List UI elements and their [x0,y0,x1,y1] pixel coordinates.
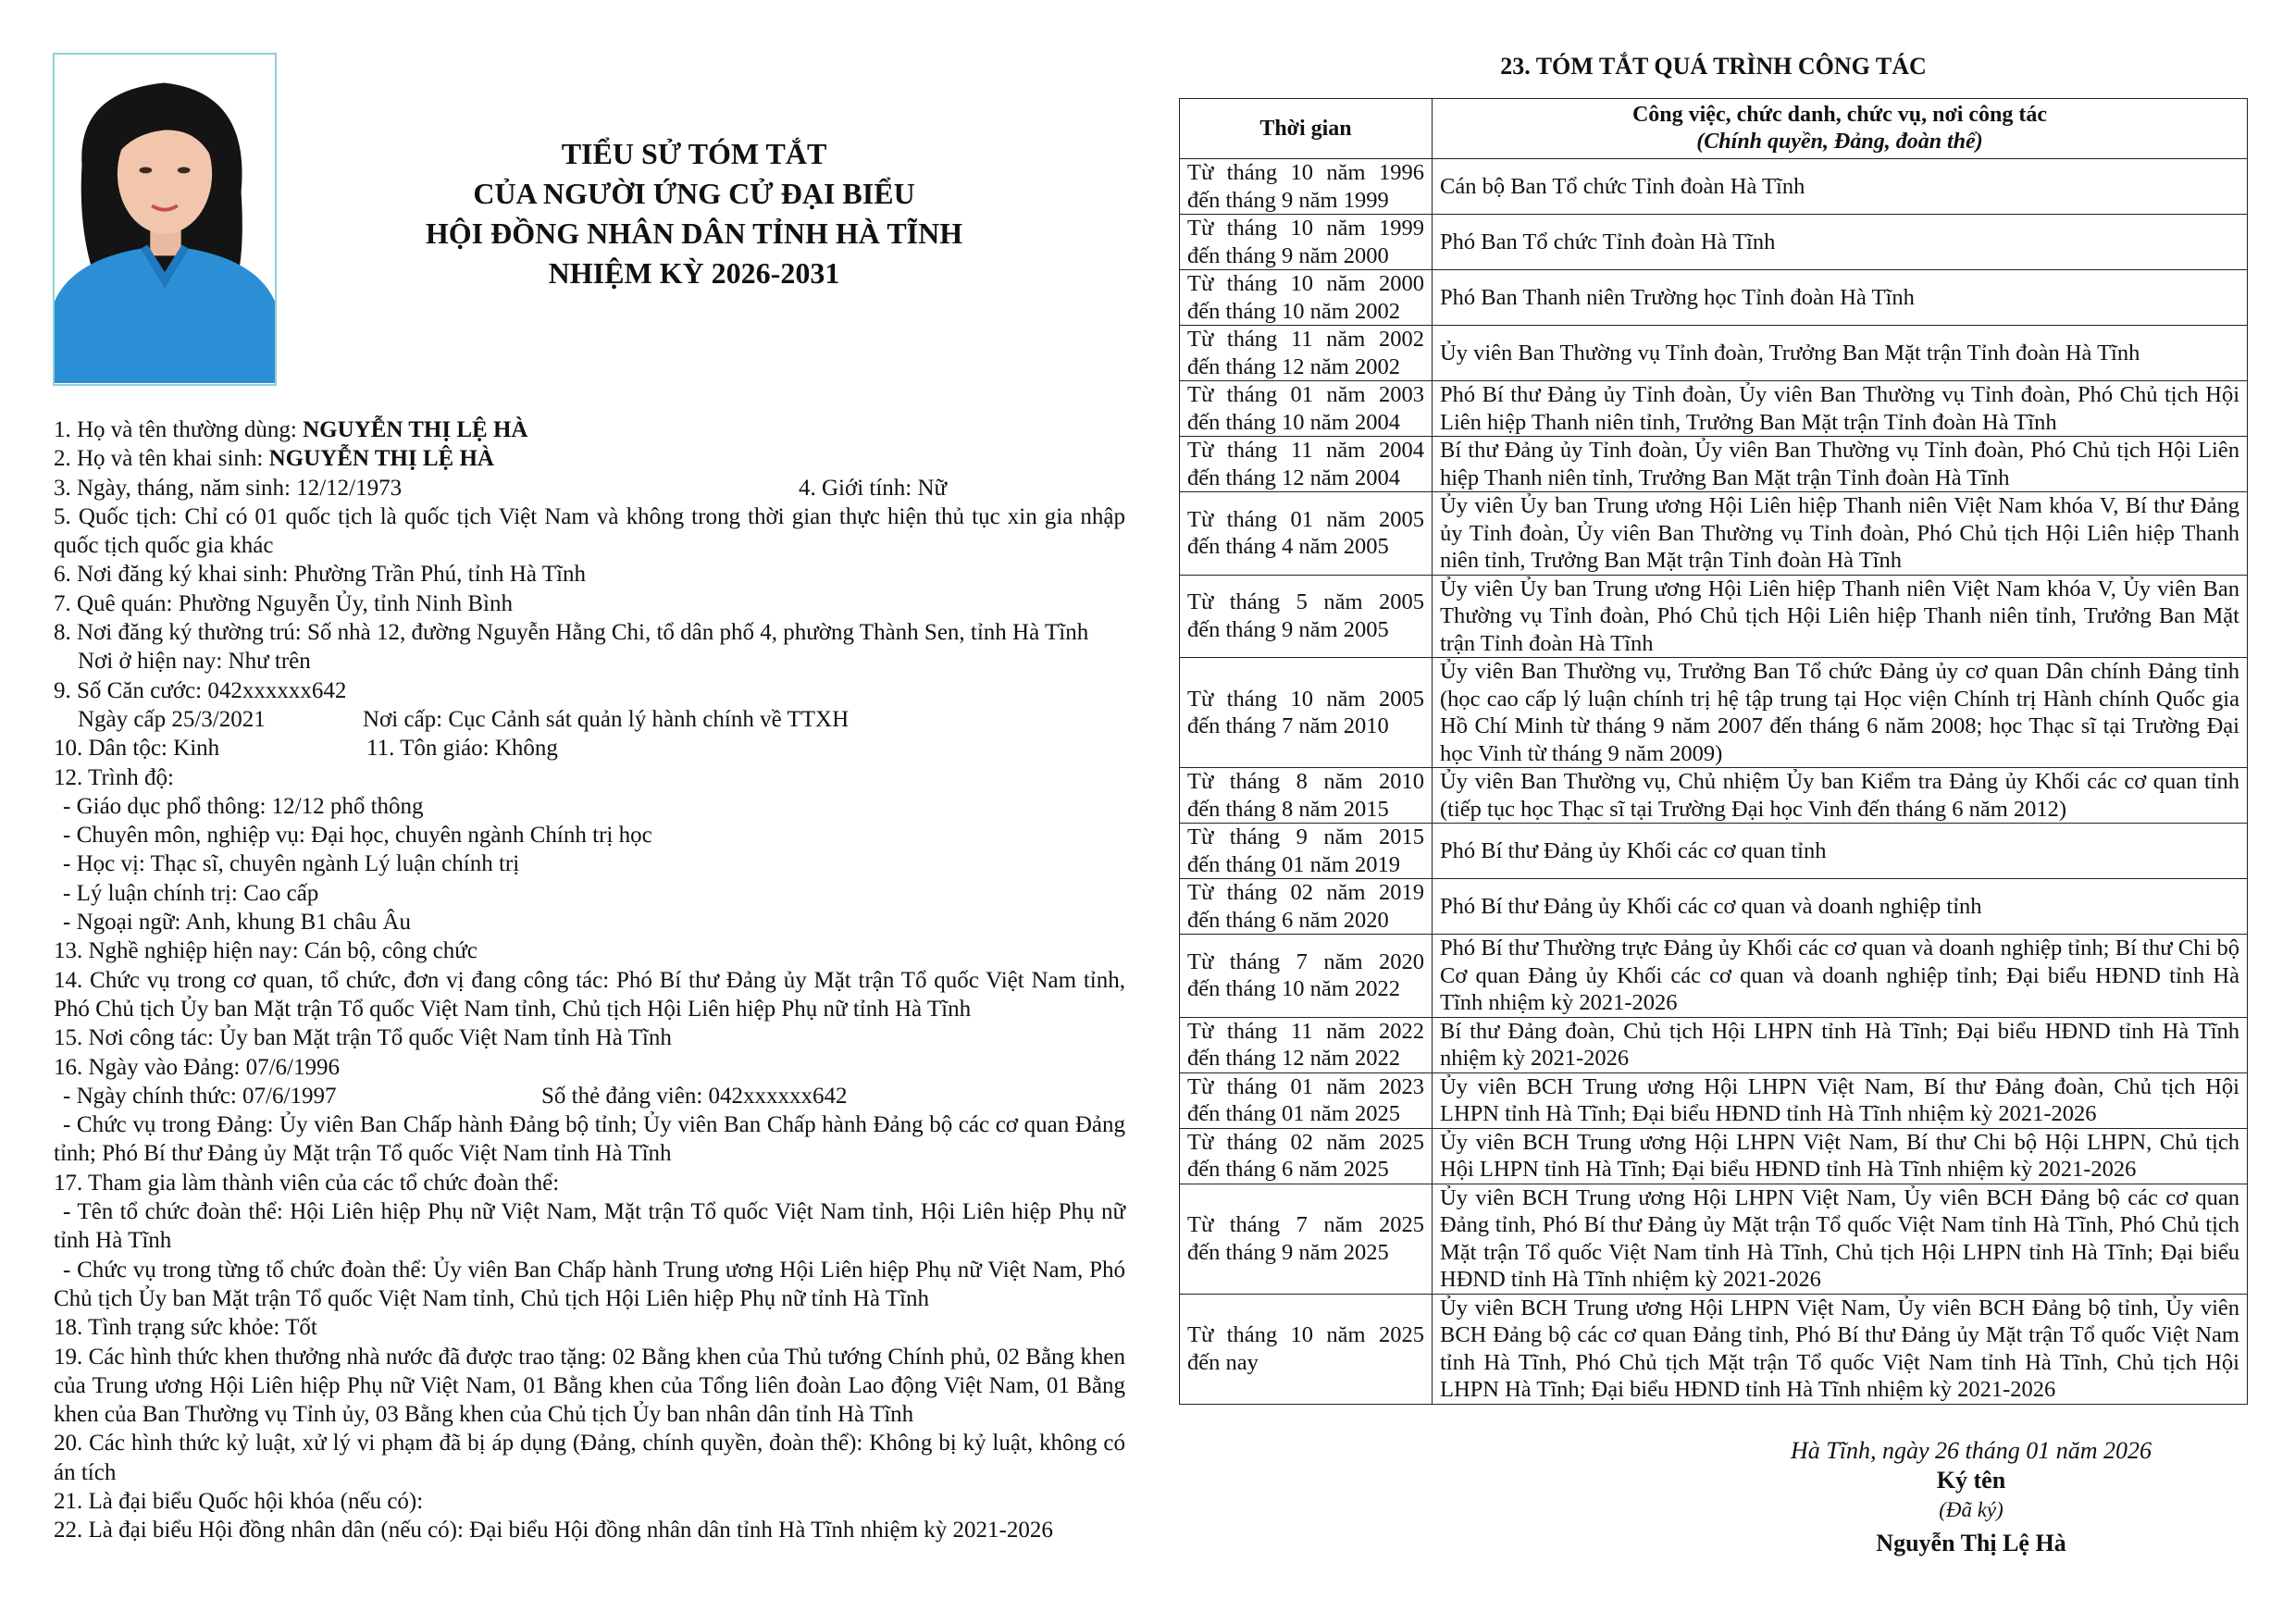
period-from: Từ tháng 02 năm 2025 [1187,1129,1424,1155]
career-section-title: 23. TÓM TẮT QUÁ TRÌNH CÔNG TÁC [1500,53,1927,80]
period-to: đến tháng 10 năm 2022 [1187,976,1400,1002]
period-from: Từ tháng 02 năm 2019 [1187,880,1424,905]
bio-item-20: 20. Các hình thức kỷ luật, xử lý vi phạm đã bị áp dụng (Đảng, chính quyền, đoàn thể): Không bị kỷ luật, không có án tích [54,1431,1125,1485]
period-from: Từ tháng 10 năm 2005 [1187,686,1424,712]
table-row [1180,1072,2248,1128]
job-cell: Ủy viên BCH Trung ương Hội LHPN Việt Nam, Bí thư Đảng đoàn, Chủ tịch Hội LHPN tỉnh Hà Tĩnh; Đại biểu HĐND tỉnh Hà Tĩnh nhiệm kỳ 2021-2026 [1433,1072,2248,1128]
time-cell [1180,159,1433,215]
period-from: Từ tháng 7 năm 2025 [1187,1212,1424,1237]
period-to: đến tháng 6 năm 2020 [1187,907,1389,933]
time-cell [1180,1017,1433,1072]
period-to: đến nay [1187,1349,1259,1375]
table-row [1180,437,2248,492]
table-row [1180,879,2248,935]
bio-item-17-a: - Tên tổ chức đoàn thể: Hội Liên hiệp Phụ nữ Việt Nam, Mặt trận Tổ quốc Việt Nam tỉnh, Hội Liên hiệp Phụ nữ tỉnh Hà Tĩnh [54,1199,1125,1254]
time-cell [1180,1128,1433,1184]
bio-item-3-4: 3. Ngày, tháng, năm sinh: 12/12/1973 4. Giới tính: Nữ [54,474,1125,502]
period-to: đến tháng 10 năm 2002 [1187,298,1400,324]
bio-item-7: 7. Quê quán: Phường Nguyễn Ủy, tỉnh Ninh Bình [54,590,513,616]
period-from: Từ tháng 10 năm 2025 [1187,1322,1424,1347]
job-cell: Phó Ban Tổ chức Tỉnh đoàn Hà Tĩnh [1433,215,2248,270]
job-cell: Phó Bí thư Đảng ủy Tỉnh đoàn, Ủy viên Ban Thường vụ Tỉnh đoàn, Phó Chủ tịch Hội Liên hiệp Thanh niên tỉnh, Trưởng Ban Mặt trận Tỉnh đoàn Hà Tĩnh [1433,381,2248,437]
table-row [1180,824,2248,879]
signed-note: (Đã ký) [1939,1498,2003,1521]
period-to: đến tháng 10 năm 2004 [1187,409,1400,435]
period-from: Từ tháng 01 năm 2003 [1187,382,1424,407]
place-date: Hà Tĩnh, ngày 26 tháng 01 năm 2026 [1791,1437,2152,1464]
job-cell: Ủy viên BCH Trung ương Hội LHPN Việt Nam, Bí thư Chi bộ Hội LHPN, Chủ tịch Hội LHPN tỉnh Hà Tĩnh; Đại biểu HĐND tỉnh Hà Tĩnh nhiệm kỳ 2021-2026 [1433,1128,2248,1184]
period-to: đến tháng 4 năm 2005 [1187,534,1389,560]
period-from: Từ tháng 10 năm 1996 [1187,160,1424,185]
table-row [1180,658,2248,768]
heading-line-3: HỘI ĐỒNG NHÂN DÂN TỈNH HÀ TĨNH [425,217,963,250]
bio-item-16: 16. Ngày vào Đảng: 07/6/1996 [54,1054,340,1080]
time-cell [1180,437,1433,492]
table-row [1180,1128,2248,1184]
document-heading [342,134,1046,293]
time-cell [1180,935,1433,1018]
time-cell [1180,381,1433,437]
period-from: Từ tháng 5 năm 2005 [1187,589,1424,615]
time-cell [1180,270,1433,326]
job-cell: Phó Bí thư Đảng ủy Khối các cơ quan và doanh nghiệp tỉnh [1433,879,2248,935]
time-cell [1180,326,1433,381]
period-to: đến tháng 12 năm 2002 [1187,353,1400,379]
period-to: đến tháng 12 năm 2022 [1187,1046,1400,1071]
job-cell: Ủy viên Ban Thường vụ Tỉnh đoàn, Trưởng Ban Mặt trận Tỉnh đoàn Hà Tĩnh [1433,326,2248,381]
bio-item-8-current: Nơi ở hiện nay: Như trên [78,649,311,675]
bio-item-8: 8. Nơi đăng ký thường trú: Số nhà 12, đường Nguyễn Hằng Chi, tổ dân phố 4, phường Thành Sen, tỉnh Hà Tĩnh [54,620,1089,646]
time-cell [1180,215,1433,270]
period-to: đến tháng 8 năm 2015 [1187,796,1389,822]
career-table [1179,98,2248,1405]
period-from: Từ tháng 10 năm 2000 [1187,271,1424,296]
job-cell: Phó Ban Thanh niên Trường học Tỉnh đoàn Hà Tĩnh [1433,270,2248,326]
bio-item-2: 2. Họ và tên khai sinh: NGUYỄN THỊ LỆ HÀ [54,446,494,472]
period-to: đến tháng 9 năm 2005 [1187,616,1389,642]
birth-name: NGUYỄN THỊ LỆ HÀ [268,446,494,472]
bio-item-22: 22. Là đại biểu Hội đồng nhân dân (nếu có): Đại biểu Hội đồng nhân dân tỉnh Hà Tĩnh nhiệm kỳ 2021-2026 [54,1518,1053,1543]
bio-item-16-role: - Chức vụ trong Đảng: Ủy viên Ban Chấp hành Đảng bộ tỉnh; Ủy viên Ban Chấp hành Đảng bộ các cơ quan Đảng tỉnh; Phó Bí thư Đảng ủy Mặt trận Tổ quốc Việt Nam tỉnh Hà Tĩnh [54,1112,1125,1167]
job-cell: Cán bộ Ban Tổ chức Tỉnh đoàn Hà Tĩnh [1433,159,2248,215]
table-row [1180,159,2248,215]
column-header-time: Thời gian [1180,99,1433,159]
table-row [1180,1184,2248,1294]
period-from: Từ tháng 8 năm 2010 [1187,769,1424,794]
time-cell [1180,1184,1433,1294]
period-to: đến tháng 9 năm 2025 [1187,1239,1389,1265]
time-cell [1180,658,1433,768]
job-cell: Ủy viên Ủy ban Trung ương Hội Liên hiệp Thanh niên Việt Nam khóa V, Ủy viên Ban Thường vụ Tỉnh đoàn, Phó Chủ tịch Hội Liên hiệp Thanh niên tỉnh, Trưởng Ban Mặt trận Tỉnh đoàn Hà Tĩnh [1433,575,2248,658]
career-table-body [1180,159,2248,1405]
heading-line-4: NHIỆM KỲ 2026-2031 [548,256,840,290]
table-row [1180,215,2248,270]
bio-item-14: 14. Chức vụ trong cơ quan, tổ chức, đơn vị đang công tác: Phó Bí thư Đảng ủy Mặt trận Tổ quốc Việt Nam tỉnh, Phó Chủ tịch Ủy ban Mặt trận Tổ quốc Việt Nam tỉnh, Chủ tịch Hội Liên hiệp Phụ nữ tỉnh Hà Tĩnh [54,967,1125,1022]
job-cell: Ủy viên BCH Trung ương Hội LHPN Việt Nam, Ủy viên BCH Đảng bộ các cơ quan Đảng tỉnh, Phó Bí thư Đảng ủy Mặt trận Tổ quốc Việt Nam tỉnh Hà Tĩnh, Phó Chủ tịch Mặt trận Tổ quốc Việt Nam tỉnh Hà Tĩnh, Chủ tịch Hội LHPN tỉnh Hà Tĩnh; Đại biểu HĐND tỉnh Hà Tĩnh nhiệm kỳ 2021-2026 [1433,1184,2248,1294]
common-name: NGUYỄN THỊ LỆ HÀ [303,417,528,442]
job-cell: Ủy viên BCH Trung ương Hội LHPN Việt Nam, Ủy viên BCH Đảng bộ tỉnh, Ủy viên BCH Đảng bộ các cơ quan Đảng tỉnh, Phó Bí thư Đảng ủy Mặt trận Tổ quốc Việt Nam tỉnh Hà Tĩnh, Phó Chủ tịch Mặt trận Tổ quốc Việt Nam tỉnh Hà Tĩnh, Chủ tịch Hội LHPN Hà Tĩnh; Đại biểu HĐND tỉnh Hà Tĩnh nhiệm kỳ 2021-2026 [1433,1294,2248,1404]
period-to: đến tháng 7 năm 2010 [1187,713,1389,738]
bio-item-1: 1. Họ và tên thường dùng: NGUYỄN THỊ LỆ HÀ [54,417,528,442]
time-cell [1180,575,1433,658]
job-cell: Ủy viên Ủy ban Trung ương Hội Liên hiệp Thanh niên Việt Nam khóa V, Bí thư Đảng ủy Tỉnh đoàn, Ủy viên Ban Thường vụ Tỉnh đoàn, Phó Chủ tịch Hội Liên hiệp Thanh niên tỉnh, Trưởng Ban Mặt trận Tỉnh đoàn Hà Tĩnh [1433,492,2248,576]
bio-item-9: 9. Số Căn cước: 042xxxxxx642 [54,677,347,703]
signer-name: Nguyễn Thị Lệ Hà [1876,1530,2066,1556]
period-from: Từ tháng 9 năm 2015 [1187,824,1424,849]
time-cell [1180,1072,1433,1128]
heading-line-2: CỦA NGƯỜI ỨNG CỬ ĐẠI BIỂU [473,177,915,210]
time-cell [1180,879,1433,935]
bio-item-12-e: - Ngoại ngữ: Anh, khung B1 châu Âu [63,910,412,936]
bio-item-15: 15. Nơi công tác: Ủy ban Mặt trận Tổ quốc Việt Nam tỉnh Hà Tĩnh [54,1025,672,1051]
table-row [1180,492,2248,576]
period-from: Từ tháng 7 năm 2020 [1187,948,1424,974]
biography-section [54,415,1125,1545]
bio-item-13: 13. Nghề nghiệp hiện nay: Cán bộ, công chức [54,938,478,964]
bio-item-12: 12. Trình độ: [54,764,174,790]
bio-item-12-b: - Chuyên môn, nghiệp vụ: Đại học, chuyên ngành Chính trị học [63,823,652,849]
bio-item-19: 19. Các hình thức khen thưởng nhà nước đã được trao tặng: 02 Bằng khen của Thủ tướng Chính phủ, 02 Bằng khen của Trung ương Hội Liên hiệp Phụ nữ Việt Nam, 01 Bằng khen của Tổng liên đoàn Lao động Việt Nam, 01 Bằng khen của Ban Thường vụ Tỉnh ủy, 03 Bằng khen của Chủ tịch Ủy ban nhân dân tỉnh Hà Tĩnh [54,1344,1125,1428]
table-row [1180,1294,2248,1404]
job-cell: Ủy viên Ban Thường vụ, Trưởng Ban Tổ chức Đảng ủy cơ quan Dân chính Đảng tỉnh (học cao cấp lý luận chính trị hệ tập trung tại Học viện Chính trị Hành chính Quốc gia Hồ Chí Minh từ tháng 9 năm 2007 đến tháng 6 năm 2008; học Thạc sĩ tại Trường Đại học Vinh từ tháng 9 năm 2009) [1433,658,2248,768]
bio-item-17: 17. Tham gia làm thành viên của các tổ chức đoàn thể: [54,1170,560,1196]
bio-item-9-issue: Ngày cấp 25/3/2021 Nơi cấp: Cục Cảnh sát quản lý hành chính về TTXH [78,706,850,732]
candidate-portrait [53,53,277,386]
bio-item-18: 18. Tình trạng sức khỏe: Tốt [54,1315,317,1341]
period-to: đến tháng 9 năm 1999 [1187,187,1389,213]
period-from: Từ tháng 01 năm 2005 [1187,506,1424,532]
period-to: đến tháng 6 năm 2025 [1187,1157,1389,1182]
table-row [1180,381,2248,437]
period-from: Từ tháng 11 năm 2022 [1187,1018,1424,1044]
period-to: đến tháng 01 năm 2025 [1187,1101,1400,1126]
table-row [1180,326,2248,381]
period-from: Từ tháng 10 năm 1999 [1187,216,1424,241]
bio-item-12-d: - Lý luận chính trị: Cao cấp [63,880,319,906]
time-cell [1180,824,1433,879]
period-to: đến tháng 12 năm 2004 [1187,465,1400,490]
period-to: đến tháng 01 năm 2019 [1187,851,1400,877]
table-row [1180,935,2248,1018]
signature-block [1749,1436,2193,1558]
bio-item-5: 5. Quốc tịch: Chỉ có 01 quốc tịch là quốc tịch Việt Nam và không trong thời gian thực hiện thủ tục xin gia nhập quốc tịch quốc gia khác [54,503,1125,559]
time-cell [1180,1294,1433,1404]
bio-item-6: 6. Nơi đăng ký khai sinh: Phường Trần Phú, tỉnh Hà Tĩnh [54,562,586,588]
period-to: đến tháng 9 năm 2000 [1187,242,1389,268]
bio-item-21: 21. Là đại biểu Quốc hội khóa (nếu có): [54,1488,424,1514]
table-row [1180,575,2248,658]
table-row [1180,768,2248,824]
career-table-header [1180,99,2248,159]
job-cell: Bí thư Đảng ủy Tỉnh đoàn, Ủy viên Ban Thường vụ Tỉnh đoàn, Phó Chủ tịch Hội Liên hiệp Thanh niên tỉnh, Trưởng Ban Mặt trận Tỉnh đoàn Hà Tĩnh [1433,437,2248,492]
period-from: Từ tháng 11 năm 2004 [1187,438,1424,463]
bio-item-12-c: - Học vị: Thạc sĩ, chuyên ngành Lý luận chính trị [63,851,520,877]
job-cell: Phó Bí thư Thường trực Đảng ủy Khối các cơ quan và doanh nghiệp tỉnh; Bí thư Chi bộ Cơ quan Đảng ủy Khối các cơ quan và doanh nghiệp tỉnh; Đại biểu HĐND tỉnh Hà Tĩnh nhiệm kỳ 2021-2026 [1433,935,2248,1018]
period-from: Từ tháng 01 năm 2023 [1187,1073,1424,1099]
table-row [1180,270,2248,326]
gender: 4. Giới tính: Nữ [799,475,948,501]
period-from: Từ tháng 11 năm 2002 [1187,327,1424,352]
bio-item-17-b: - Chức vụ trong từng tổ chức đoàn thể: Ủy viên Ban Chấp hành Trung ương Hội Liên hiệp Phụ nữ Việt Nam, Phó Chủ tịch Ủy ban Mặt trận Tổ quốc Việt Nam tỉnh, Chủ tịch Hội Liên hiệp Phụ nữ tỉnh Hà Tĩnh [54,1257,1125,1311]
job-cell: Ủy viên Ban Thường vụ, Chủ nhiệm Ủy ban Kiểm tra Đảng ủy Khối các cơ quan tỉnh (tiếp tục học Thạc sĩ tại Trường Đại học Vinh đến tháng 6 năm 2012) [1433,768,2248,824]
time-cell [1180,492,1433,576]
job-cell: Phó Bí thư Đảng ủy Khối các cơ quan tỉnh [1433,824,2248,879]
table-row [1180,1017,2248,1072]
column-header-job: Công việc, chức danh, chức vụ, nơi công tác (Chính quyền, Đảng, đoàn thể) [1433,99,2248,159]
time-cell [1180,768,1433,824]
job-cell: Bí thư Đảng đoàn, Chủ tịch Hội LHPN tỉnh Hà Tĩnh; Đại biểu HĐND tỉnh Hà Tĩnh nhiệm kỳ 2021-2026 [1433,1017,2248,1072]
signature-title: Ký tên [1936,1467,2006,1494]
bio-item-10-11: 10. Dân tộc: Kinh 11. Tôn giáo: Không [54,736,558,762]
heading-line-1: TIỂU SỬ TÓM TẮT [561,137,827,170]
bio-item-12-a: - Giáo dục phổ thông: 12/12 phổ thông [63,793,424,819]
bio-item-16-official: - Ngày chính thức: 07/6/1997 Số thẻ đảng viên: 042xxxxxx642 [63,1083,848,1109]
